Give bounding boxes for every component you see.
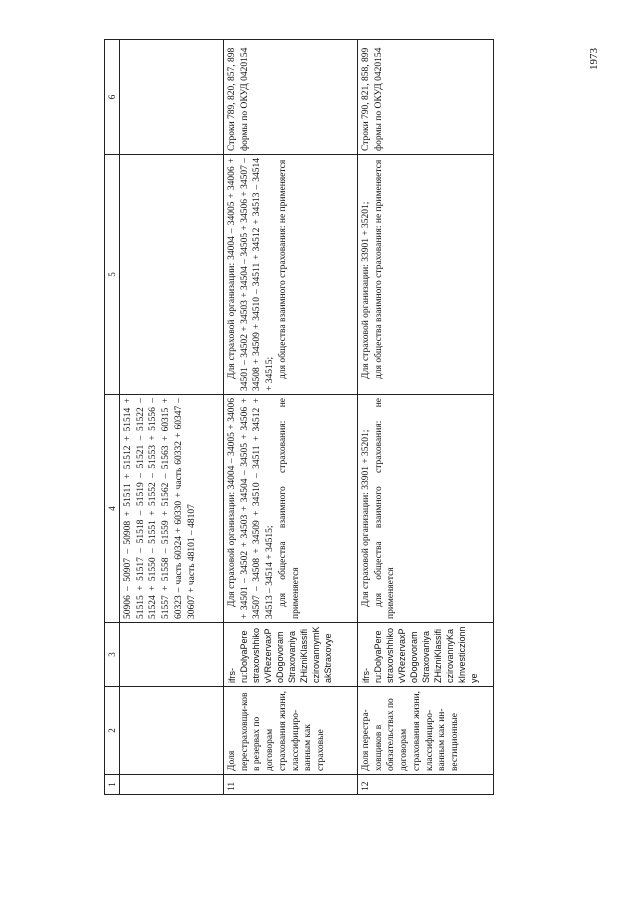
taxonomy-code-cell (120, 623, 224, 687)
rotated-table-container (104, 40, 494, 795)
column-number: 5 (105, 155, 120, 395)
indicator-name-cell: Доля перестраховщи-ков в резервах по договорам страхования жизни, классифициро-ванным как страховые (224, 687, 358, 775)
taxonomy-code-cell: ifrs-ru:DolyaPerestraxovshhikovVRezervaxPoDogovoramStraxovaniyaZHizniKlassificzirovannyKakInvesticzionnye (358, 623, 494, 687)
formula-cell (224, 395, 358, 623)
formula-text: Для страховой организации: 34004 – 34005 + 34006 + 34501 – 34502 + 34503 + 34504 – 34505 + 34506 + 34507 – 34508 + 34509 + 34510 – 34511 + 34512 + 34513 – 34514 + 34515; (227, 158, 276, 391)
formula-note: для общества взаимного страхования: не применяется (277, 398, 301, 619)
column-number: 4 (105, 395, 120, 623)
page-number: 1973 (588, 48, 600, 70)
table-row (224, 40, 358, 795)
formula-text: Для страховой организации: 34004 – 34005 + 34006 + 34501 – 34502 + 34503 + 34504 – 34505 + 34506 + 34507 – 34508 + 34509 + 34510 – 34511 + 34512 + 34513 – 34514 + 34515; (227, 398, 276, 619)
formula-note: для общества взаимного страхования: не применяется (373, 398, 397, 619)
formula-cell (120, 395, 224, 623)
formula-note: для общества взаимного страхования: не применяется (373, 159, 384, 379)
row-number-cell: 12 (358, 775, 494, 795)
indicator-name-cell (120, 687, 224, 775)
formula-note: для общества взаимного страхования: не применяется (277, 159, 288, 379)
row-number-cell (120, 775, 224, 795)
table-row (120, 40, 224, 795)
source-cell: Строки 790, 821, 858, 899 формы по ОКУД 0420154 (358, 40, 494, 155)
column-number-row (105, 40, 120, 795)
source-cell (120, 40, 224, 155)
indicator-name-cell: Доля перестра-ховщиков в обязательствах по договорам страхования жизни, классифициро-ванным как ин-вестиционные (358, 687, 494, 775)
formula-cell (358, 395, 494, 623)
table-row (358, 40, 494, 795)
formula-text: Для страховой организации: 33901 + 35201; (361, 429, 372, 607)
formula-cell (224, 155, 358, 395)
taxonomy-code-cell: ifrs-ru:DolyaPerestraxovshhikovVRezervaxPoDogovoramStraxovaniyaZHizniKlassificzirovannymKakStraxovye (224, 623, 358, 687)
source-cell: Строки 789, 820, 857, 898 формы по ОКУД 0420154 (224, 40, 358, 155)
formula-cell (120, 155, 224, 395)
column-number: 1 (105, 775, 120, 795)
row-number-cell: 11 (224, 775, 358, 795)
formula-text: 50906 – 50907 – 50908 + 51511 + 51512 + 51514 + 51515 + 51517 – 51518 – 51519 – 51521 – 51522 – 51524 + 51550 – 51551 + 51552 – 51553 + 51556 – 51557 + 51558 – 51559 + 51562 – 51563 + 60315 + 60323 – часть 60324 + 60330 + часть 60332 + 60347 – 30607 + часть 48101 – 48107 (123, 398, 197, 619)
formula-text: Для страховой организации: 33901 + 35201; (361, 201, 372, 379)
column-number: 2 (105, 687, 120, 775)
column-number: 3 (105, 623, 120, 687)
formula-cell (358, 155, 494, 395)
mapping-table (104, 39, 494, 795)
column-number: 6 (105, 40, 120, 155)
